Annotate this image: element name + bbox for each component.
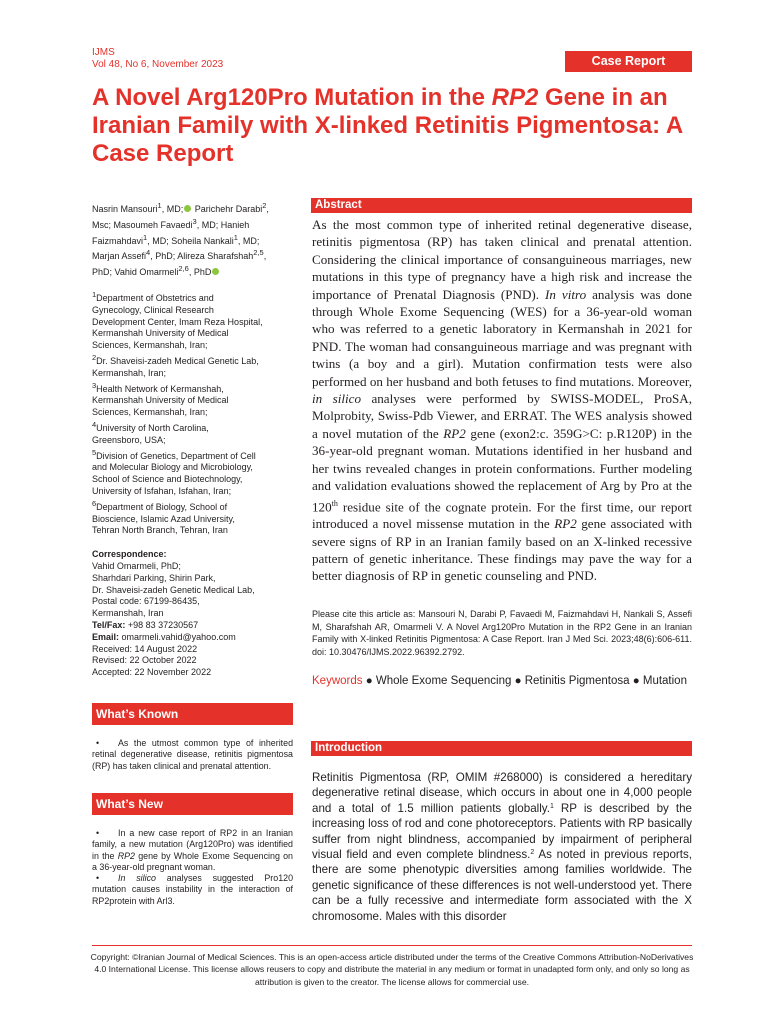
whats-known-heading: What’s Known [92,703,293,725]
author-text: Marjan Assefi [92,251,147,262]
intro-span: As noted in previous reports, there are some phenotypic diversities among families worldwide. The genetic significance of these differences is not well-understood yet. There can be a fully recessive and intermediate form associated with the X chromosome. Males with this disorder [312,848,692,923]
author-text: , MD; Soheila Nankali [147,235,234,246]
affiliation-sup: 6 [92,498,97,508]
whats-new-italic: In silico [118,873,156,884]
affiliation-text: Greensboro, USA; [92,434,166,445]
correspondence-line: Postal code: 67199-86435, [92,596,200,607]
affiliation-text: Division of Genetics, Department of Cell [96,450,256,461]
affiliation-line [92,419,293,435]
author-sup: 1 [233,232,238,242]
author-text: Nasrin Mansouri [92,204,158,214]
author-text: Parichehr Darabi [192,204,263,214]
affiliation-line [92,486,293,498]
author-text: , PhD [188,267,212,278]
affiliation-text: Health Network of Kermanshah, [96,383,224,394]
affiliation-text: Kermanshah, Iran; [92,367,167,378]
correspondence-line: Kermanshah, Iran [92,608,164,619]
whats-new-heading: What’s New [92,793,293,815]
affiliation-text: Sciences, Kermanshah, Iran; [92,407,208,418]
abstract-sup: th [331,498,338,508]
author-sup: 2,5 [253,248,264,258]
affiliation-line [92,340,293,352]
affiliation-text: Department of Biology, School of [96,501,228,512]
author-sup: 2 [262,201,267,210]
copyright-notice: Copyright: ©Iranian Journal of Medical Sciences. This is an open-access article distributed under the terms of the Creative Commons Attribution-NoDerivatives 4.0 International License. This license allows reusers to copy and distribute the material in any medium or format in unadapted form only, and only so long as attribution is given to the creator. The license allows for commercial use. [90,952,694,987]
whats-known-text [92,738,293,772]
keywords-items: ● Whole Exome Sequencing ● Retinitis Pigmentosa ● Mutation [365,675,687,687]
abstract-italic: in silico [312,391,361,407]
affiliation-sup: 2 [92,352,97,362]
bullet: • [96,828,100,838]
whats-new-item: In a new case report of RP2 in an Iranian family, a new mutation (Arg120Pro) was identified in the [92,828,293,861]
accepted-date: Accepted: 22 November 2022 [92,667,212,678]
orcid-icon[interactable] [184,205,191,212]
author-text: , MD; Hanieh [196,219,250,230]
author-list [92,200,293,279]
abstract-heading: Abstract [311,198,692,213]
intro-ref: 1 [549,802,554,810]
whats-new-text [92,828,293,907]
tel-fax [92,620,293,632]
affiliation-sup: 5 [92,447,97,457]
article-title [92,84,692,168]
affiliation-text: Gynecology, Clinical Research [92,304,214,315]
affiliation-line [92,380,293,396]
affiliation-text: and Molecular Biology and Microbiology, [92,462,253,473]
article-type-badge: Case Report [565,51,692,72]
affiliation-line [92,447,293,463]
affiliation-line [92,498,293,514]
orcid-icon[interactable] [212,268,219,275]
email-label: Email: [92,631,120,642]
email [92,632,293,644]
correspondence [92,549,293,679]
affiliation-line [92,407,293,419]
intro-ref: 2 [530,849,535,857]
keywords-label: Keywords [312,675,363,687]
affiliation-line [92,525,293,537]
abstract-span: gene associated with severe signs of RP in an Iranian family based on an X-linked recessive pattern of genetic inheritance. These findings may pave the way for a better diagnosis of RP in genetic counseling and PND. [312,516,693,584]
author-text: PhD; Vahid Omarmeli [92,267,179,278]
affiliation-text: Bioscience, Islamic Azad University, [92,513,235,524]
title-gene: RP2 [491,84,539,111]
affiliation-line [92,289,293,305]
author-text: , MD; [237,235,260,246]
affiliation-text: Kermanshah University of Medical [92,328,229,339]
author-sup: 4 [146,248,151,258]
affiliation-line [92,368,293,380]
abstract-italic: RP2 [443,425,466,441]
abstract-span: analyses were performed by SWISS-MODEL, ProSA, Molprobity, Swiss-Pdb Viewer, and ERRAT. The WES analysis showed a novel mutation of the [312,391,693,441]
affiliation-text: Tehran North Branch, Tehran, Iran [92,525,228,536]
affiliation-text: University of North Carolina, [96,422,209,433]
footer-divider [92,945,692,946]
left-column [92,200,293,679]
affiliation-text: University of Isfahan, Isfahan, Iran; [92,485,232,496]
affiliation-text: Development Center, Imam Reza Hospital, [92,316,263,327]
correspondence-line: Vahid Omarmeli, PhD; [92,560,181,571]
abstract-text [312,216,692,585]
correspondence-line: Dr. Shaveisi-zadeh Genetic Medical Lab, [92,584,255,595]
author-sup: 3 [192,216,197,226]
author-sup: 1 [143,232,148,242]
author-text: , [263,251,267,262]
tel-label: Tel/Fax: [92,619,126,630]
abstract-span: residue site of the cognate protein. For the first time, our report introduced a novel missense mutation in the [312,498,692,532]
tel-value: +98 83 37230567 [125,619,199,630]
affiliation-line [92,352,293,368]
affiliation-text: Department of Obstetrics and [96,292,214,303]
author-text: , [266,204,269,214]
author-text: , PhD; Alireza Sharafshah [150,251,254,262]
abstract-span: As the most common type of inherited retinal degenerative disease, retinitis pigmentosa (RP) has taken clinical and prenatal attention. Considering the clinical importance of consanguineous marriages, new mutations in this type of pregnancy have a high risk and increase the importance of Prenatal Diagnosis (PND). [312,217,692,302]
keywords [312,674,692,689]
correspondence-heading: Correspondence: [92,549,167,560]
affiliations [92,289,293,537]
affiliation-line [92,474,293,486]
whats-new-item: gene by Whole Exome Sequencing on a 36-year-old pregnant woman. [92,850,293,872]
abstract-span: gene (exon2:c. 359G>C: p.R120P) in the 36-year-old pregnant woman. Mutations identified in her husband and her twins revealed changes in protein conformations. Further modeling and validation evaluations showed the replacement of Arg by Pro at the 120 [312,425,692,514]
affiliation-sup: 4 [92,419,97,429]
whats-known-item: As the utmost common type of inherited retinal degenerative disease, retinitis pigmentosa (RP) has taken clinical and prenatal attention. [92,738,293,771]
affiliation-line [92,305,293,317]
journal-issue: Vol 48, No 6, November 2023 [92,59,224,70]
whats-new-item: analyses suggested Pro120 mutation causes instability in the interaction of RP2protein with Arl3. [92,873,294,906]
affiliation-line [92,328,293,340]
email-link[interactable]: omarmeli.vahid@yahoo.com [119,631,236,642]
affiliation-text: Sciences, Kermanshah, Iran; [92,340,208,351]
affiliation-line [92,435,293,447]
journal-name: IJMS [92,47,115,58]
title-part-2: Gene in an Iranian Family with X-linked Retinitis Pigmentosa: A Case Report [92,84,683,167]
title-part-1: A Novel Arg120Pro Mutation in the [92,84,492,111]
affiliation-text: Dr. Shaveisi-zadeh Medical Genetic Lab, [96,355,259,366]
author-text: , MD; [161,204,184,214]
author-text: Faizmahdavi [92,235,144,246]
bullet: • [96,873,100,884]
affiliation-text: School of Science and Biotechnology, [92,474,243,485]
introduction-text [312,770,692,924]
abstract-italic: In vitro [545,286,587,302]
abstract-span: analysis was done through Whole Exome Sequencing (WES) for a 36-year-old woman who was referred to a genetic laboratory in Kermanshah in 2021 for PND. The woman had consanguineous marriage and was pregnant with twins (a boy and a girl). Mutation confirmation tests were also performed on her husband and both fetuses to find mutations. Moreover, [312,286,692,389]
affiliation-line [92,395,293,407]
affiliation-sup: 1 [92,289,97,299]
intro-span: Retinitis Pigmentosa (RP, OMIM #268000) is considered a hereditary degenerative retinal disease, which occurs in about one in 4,000 people and a total of 1.5 million patients globally. [312,771,692,815]
author-sup: 2,6 [178,264,189,274]
affiliation-text: Kermanshah University of Medical [92,395,229,406]
author-text: Msc; Masoumeh Favaedi [92,219,193,230]
correspondence-line: Sharhdari Parking, Shirin Park, [92,572,216,583]
affiliation-line [92,462,293,474]
affiliation-line [92,514,293,526]
introduction-heading: Introduction [311,741,692,756]
revised-date: Revised: 22 October 2022 [92,655,197,666]
bullet: • [96,738,100,748]
author-sup: 1 [157,201,162,210]
received-date: Received: 14 August 2022 [92,643,198,654]
affiliation-sup: 3 [92,380,97,390]
journal-header [92,47,223,71]
citation: Please cite this article as: Mansouri N, Darabi P, Favaedi M, Faizmahdavi H, Nankali S, Assefi M, Sharafshah AR, Omarmeli V. A Novel Arg120Pro Mutation in the RP2 Gene in an Iranian Family with X-linked Retinitis Pigmentosa: A Case Report. Iran J Med Sci. 2023;48(6):606-611. doi: 10.30476/IJMS.2022.96392.2792. [312,609,692,657]
intro-span: RP is described by the increasing loss of rod and cone photoreceptors. Patients with RP basically suffer from night blindness, accompanied by impairment of peripheral visual field and even complete blindness. [312,801,693,862]
whats-new-italic: RP2 [117,850,135,861]
abstract-italic: RP2 [554,516,577,532]
affiliation-line [92,317,293,329]
